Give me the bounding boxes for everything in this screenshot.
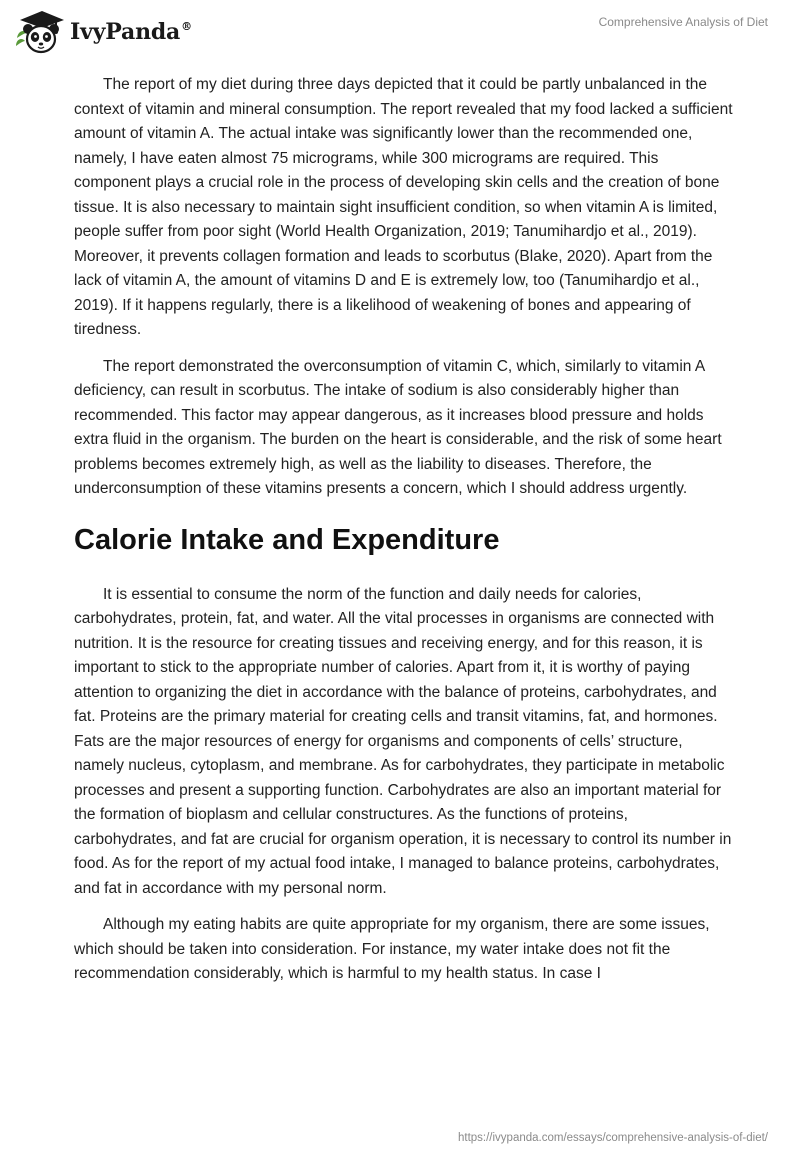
page-header <box>0 0 800 60</box>
section-heading: Calorie Intake and Expenditure <box>74 523 500 556</box>
paragraph-vitamin-a: The report of my diet during three days depicted that it could be partly unbalanced in the context of vitamin and mineral consumption. The report revealed that my food lacked a sufficient amount of vitamin A. The actual intake was significantly lower than the recommended one, namely, I have eaten almost 75 micrograms, while 300 micrograms are required. This component plays a crucial role in the process of developing skin cells and the creation of bone tissue. It is also necessary to maintain sight insufficient condition, so when vitamin A is limited, people suffer from poor sight (World Health Organization, 2019; Tanumihardjo et al., 2019). Moreover, it prevents collagen formation and leads to scorbutus (Blake, 2020). Apart from the lack of vitamin A, the amount of vitamins D and E is extremely low, too (Tanumihardjo et al., 2019). If it happens regularly, there is a likelihood of weakening of bones and appearing of tiredness. <box>74 76 733 338</box>
source-url[interactable]: https://ivypanda.com/essays/comprehensive-analysis-of-diet/ <box>457 1132 768 1144</box>
panda-graduate-icon <box>14 8 66 56</box>
essay-body <box>74 73 734 999</box>
logo-wordmark: IvyPanda® <box>70 19 192 45</box>
ivypanda-logo[interactable] <box>14 8 192 56</box>
paragraph-vitamin-c: The report demonstrated the overconsumption of vitamin C, which, similarly to vitamin A deficiency, can result in scorbutus. The intake of sodium is also considerably higher than recommended. This factor may appear dangerous, as it increases blood pressure and holds extra fluid in the organism. The burden on the heart is considerable, and the risk of some heart problems becomes extremely high, as well as the liability to diseases. Therefore, the underconsumption of these vitamins presents a concern, which I should address urgently. <box>74 357 722 497</box>
paragraph-eating-habits: Although my eating habits are quite appropriate for my organism, there are some issues, which should be taken into consideration. For instance, my water intake does not fit the recommendation considerably, which is harmful to my health status. In case I <box>74 916 710 982</box>
paragraph-calorie-norm: It is essential to consume the norm of the function and daily needs for calories, carbohydrates, protein, fat, and water. All the vital processes in organisms are connected with nutrition. It is the resource for creating tissues and receiving energy, and for this reason, it is important to stick to the appropriate number of calories. Apart from it, it is worthy of paying attention to organizing the diet in accordance with the balance of proteins, carbohydrates, and fat. Proteins are the primary material for creating cells and transit vitamins, fat, and hormones. Fats are the major resources of energy for organisms and components of cells’ structure, namely nucleus, cytoplasm, and membrane. As for carbohydrates, they participate in metabolic processes and present a supporting function. Carbohydrates are also an important material for the formation of bioplasm and cellular constructures. As the functions of proteins, carbohydrates, and fat are crucial for organism operation, it is necessary to control its number in food. As for the report of my actual food intake, I managed to balance proteins, carbohydrates, and fat in accordance with my personal norm. <box>74 585 732 897</box>
document-title: Comprehensive Analysis of Diet <box>598 15 768 29</box>
registered-mark: ® <box>181 20 192 33</box>
